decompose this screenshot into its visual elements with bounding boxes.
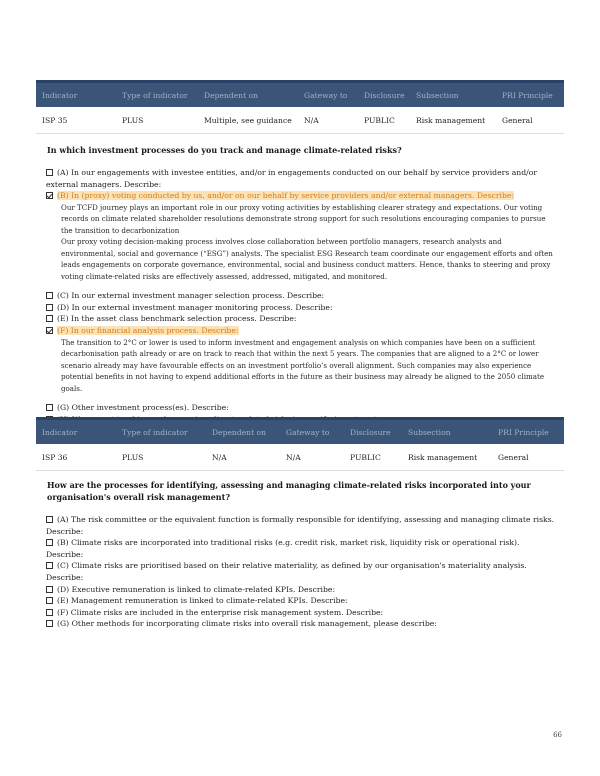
options-isp36: [46, 514, 558, 630]
cell-indicator: ISP 35: [42, 115, 68, 125]
option-label: (G) Other methods for incorporating climate risks into overall risk management, please describe:: [57, 619, 437, 629]
checked-checkbox-icon[interactable]: [46, 192, 53, 199]
checkbox-icon[interactable]: [46, 169, 53, 176]
options-isp35: [46, 167, 558, 425]
option-g[interactable]: [46, 402, 558, 414]
option-c[interactable]: [46, 290, 558, 302]
option-f-detail: The transition to 2°C or lower is used to inform investment and engagement analysis on which companies have been on a sufficient decarbonisation path already or are on track to reach that within the next 5 years. The companies that are aligned to a 2°C or lower scenario already may have favourable effects on an investment portfolio’s overall alignment. Such companies may also experience potential benefits in not having to expend additional efforts in the future as their business may already be aligned to the 2050 climate goals.: [61, 337, 545, 393]
option-c[interactable]: [46, 560, 558, 583]
option-label: (C) In our external investment manager selection process. Describe:: [57, 291, 325, 301]
option-label: (B) Climate risks are incorporated into traditional risks (e.g. credit risk, market risk, liquidity risk or operational risk). Describe:: [46, 538, 520, 559]
cell-principle: General: [502, 115, 533, 125]
header-subsection: Subsection: [402, 419, 492, 445]
cell-dependent: Multiple, see guidance: [204, 115, 292, 125]
indicator-table-isp35: [36, 80, 564, 134]
cell-dependent: N/A: [212, 452, 227, 462]
checkbox-icon[interactable]: [46, 404, 53, 411]
header-indicator: Indicator: [36, 82, 116, 108]
header-indicator: Indicator: [36, 419, 116, 445]
option-d[interactable]: [46, 584, 558, 596]
question-isp35: In which investment processes do you track and manage climate-related risks?: [47, 145, 402, 155]
cell-principle: General: [498, 452, 529, 462]
checkbox-icon[interactable]: [46, 315, 53, 322]
option-g[interactable]: [46, 618, 558, 630]
option-d[interactable]: [46, 302, 558, 314]
checkbox-icon[interactable]: [46, 597, 53, 604]
cell-disclosure: PUBLIC: [364, 115, 395, 125]
option-label: (F) In our financial analysis process. Describe:: [57, 326, 239, 336]
header-type: Type of indicator: [116, 419, 206, 445]
option-a[interactable]: [46, 514, 558, 537]
header-dependent: Dependent on: [198, 82, 298, 108]
header-disclosure: Disclosure: [358, 82, 410, 108]
option-b[interactable]: [46, 537, 558, 560]
option-e[interactable]: [46, 313, 558, 325]
header-disclosure: Disclosure: [344, 419, 402, 445]
option-label: (E) Management remuneration is linked to climate-related KPIs. Describe:: [57, 596, 348, 606]
table-row: [36, 444, 564, 471]
checkbox-icon[interactable]: [46, 620, 53, 627]
checkbox-icon[interactable]: [46, 562, 53, 569]
cell-gateway: N/A: [304, 115, 319, 125]
header-gateway: Gateway to: [280, 419, 344, 445]
cell-type: PLUS: [122, 452, 144, 462]
option-b-detail-1: Our TCFD journey plays an important role in our proxy voting activities by establishing clearer strategy and expectations. Our voting records on climate related shareholder resolutions demonstrate strong support for such resolutions encouraging companies to pursue the transition to decarbonization: [61, 202, 546, 235]
cell-subsection: Risk management: [408, 452, 478, 462]
option-label: (D) In our external investment manager monitoring process. Describe:: [57, 302, 333, 312]
option-label: (A) The risk committee or the equivalent function is formally responsible for identifying, assessing and managing climate risks. Describe:: [46, 515, 555, 536]
header-type: Type of indicator: [116, 82, 198, 108]
cell-subsection: Risk management: [416, 115, 486, 125]
cell-gateway: N/A: [286, 452, 301, 462]
option-label: (B) In (proxy) voting conducted by us, and/or on our behalf by service providers and/or external managers. Describe:: [57, 191, 515, 201]
header-principle: PRI Principle: [496, 82, 564, 108]
page-number: 66: [553, 731, 562, 739]
option-label: (D) Executive remuneration is linked to climate-related KPIs. Describe:: [57, 584, 336, 594]
option-label: (E) In the asset class benchmark selection process. Describe:: [57, 314, 297, 324]
question-isp36: How are the processes for identifying, assessing and managing climate-related risks incorporated into your organisation's overall risk management?: [47, 480, 531, 502]
checked-checkbox-icon[interactable]: [46, 327, 53, 334]
option-a[interactable]: [46, 167, 558, 190]
checkbox-icon[interactable]: [46, 292, 53, 299]
option-label: (C) Climate risks are prioritised based on their relative materiality, as defined by our organisation's materiality analysis. Describe:: [46, 561, 527, 582]
header-dependent: Dependent on: [206, 419, 280, 445]
option-label: (F) Climate risks are included in the enterprise risk management system. Describe:: [57, 607, 384, 617]
checkbox-icon[interactable]: [46, 539, 53, 546]
checkbox-icon[interactable]: [46, 609, 53, 616]
header-subsection: Subsection: [410, 82, 496, 108]
indicator-table-isp36: [36, 414, 564, 471]
option-label: (G) Other investment process(es). Describe:: [57, 403, 229, 413]
option-f[interactable]: [46, 325, 558, 337]
table-row: [36, 107, 564, 134]
table-header-row: [36, 419, 564, 445]
header-principle: PRI Principle: [492, 419, 564, 445]
option-label: (H) We are not tracking and managing climate-related risks in specific investment processes: [57, 414, 419, 424]
cell-indicator: ISP 36: [42, 452, 68, 462]
table-header-row: [36, 82, 564, 108]
cell-type: PLUS: [122, 115, 144, 125]
checkbox-icon[interactable]: [46, 516, 53, 523]
option-b-detail-2: Our proxy voting decision-making process involves close collaboration between portfolio managers, research analysts and environmental, social and governance (“ESG”) analysts. The specialist ESG Research team coordinate our engagement efforts and often leads engagements on corporate governance, environmental, social and business conduct matters. Hence, thanks to steering and proxy voting climate-related risks are effectively assessed, addressed, mitigated, and monitored.: [61, 237, 553, 281]
option-f[interactable]: [46, 607, 558, 619]
option-label: (A) In our engagements with investee entities, and/or in engagements conducted on our behalf by service providers and/or external managers. Describe:: [46, 168, 538, 189]
option-e[interactable]: [46, 595, 558, 607]
checkbox-icon[interactable]: [46, 304, 53, 311]
option-b[interactable]: [46, 190, 558, 202]
checkbox-icon[interactable]: [46, 586, 53, 593]
header-gateway: Gateway to: [298, 82, 358, 108]
cell-disclosure: PUBLIC: [350, 452, 381, 462]
